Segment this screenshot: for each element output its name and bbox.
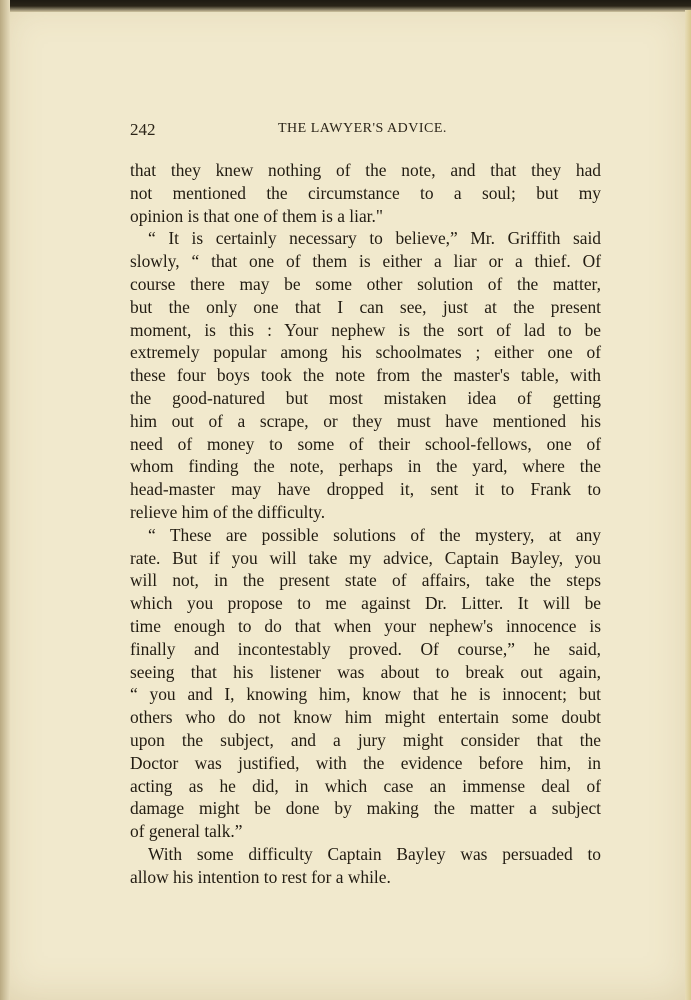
text-line: time enough to do that when your nephew's innocence is bbox=[130, 615, 601, 636]
text-line: of general talk.” bbox=[130, 821, 243, 842]
text-line: opinion is that one of them is a liar." bbox=[130, 205, 383, 226]
text-line: these four boys took the note from the master's table, with bbox=[130, 365, 601, 386]
text-line: “ It is certainly necessary to believe,” Mr. Griffith said bbox=[148, 228, 601, 249]
text-line: him out of a scrape, or they must have mentioned his bbox=[130, 410, 601, 431]
text-line: acting as he did, in which case an immense deal of bbox=[130, 775, 601, 796]
text-line: finally and incontestably proved. Of course,” he said, bbox=[130, 638, 601, 659]
text-line: will not, in the present state of affairs, take the steps bbox=[130, 570, 601, 591]
text-line: head-master may have dropped it, sent it to Frank to bbox=[130, 479, 601, 500]
text-line: seeing that his listener was about to break out again, bbox=[130, 661, 601, 682]
text-line: damage might be done by making the matter a subject bbox=[130, 798, 601, 819]
running-title: THE LAWYER'S ADVICE. bbox=[278, 121, 447, 136]
text-line: slowly, “ that one of them is either a liar or a thief. Of bbox=[130, 251, 601, 272]
text-line: “ you and I, knowing him, know that he is innocent; but bbox=[130, 684, 601, 705]
page-number: 242 bbox=[130, 120, 156, 139]
text-line: which you propose to me against Dr. Litter. It will be bbox=[130, 593, 601, 614]
text-line: relieve him of the difficulty. bbox=[130, 501, 326, 522]
text-line: not mentioned the circumstance to a soul; but my bbox=[130, 182, 601, 203]
text-line: course there may be some other solution of the matter, bbox=[130, 273, 601, 294]
page-right-edge bbox=[685, 10, 691, 1000]
text-line: the good-natured but most mistaken idea of getting bbox=[130, 387, 601, 408]
text-line: need of money to some of their school-fellows, one of bbox=[130, 433, 601, 454]
text-line: Doctor was justified, with the evidence before him, in bbox=[130, 752, 601, 773]
text-line: that they knew nothing of the note, and that they had bbox=[130, 160, 601, 180]
text-line: extremely popular among his schoolmates ; either one of bbox=[130, 342, 601, 363]
text-line: but the only one that I can see, just at the present bbox=[130, 296, 601, 317]
text-line: upon the subject, and a jury might consider that the bbox=[130, 729, 601, 750]
text-line: whom finding the note, perhaps in the yard, where the bbox=[130, 456, 601, 477]
text-line: others who do not know him might entertain some doubt bbox=[130, 707, 601, 728]
text-line: allow his intention to rest for a while. bbox=[130, 866, 391, 887]
text-line: moment, is this : Your nephew is the sort of lad to be bbox=[130, 319, 601, 340]
page-binding-edge bbox=[0, 0, 10, 1000]
page-top-shadow bbox=[0, 0, 691, 12]
text-line: rate. But if you will take my advice, Captain Bayley, you bbox=[130, 547, 601, 568]
text-line: “ These are possible solutions of the mystery, at any bbox=[148, 524, 601, 545]
text-line: With some difficulty Captain Bayley was persuaded to bbox=[148, 843, 601, 864]
body-text bbox=[130, 159, 601, 889]
